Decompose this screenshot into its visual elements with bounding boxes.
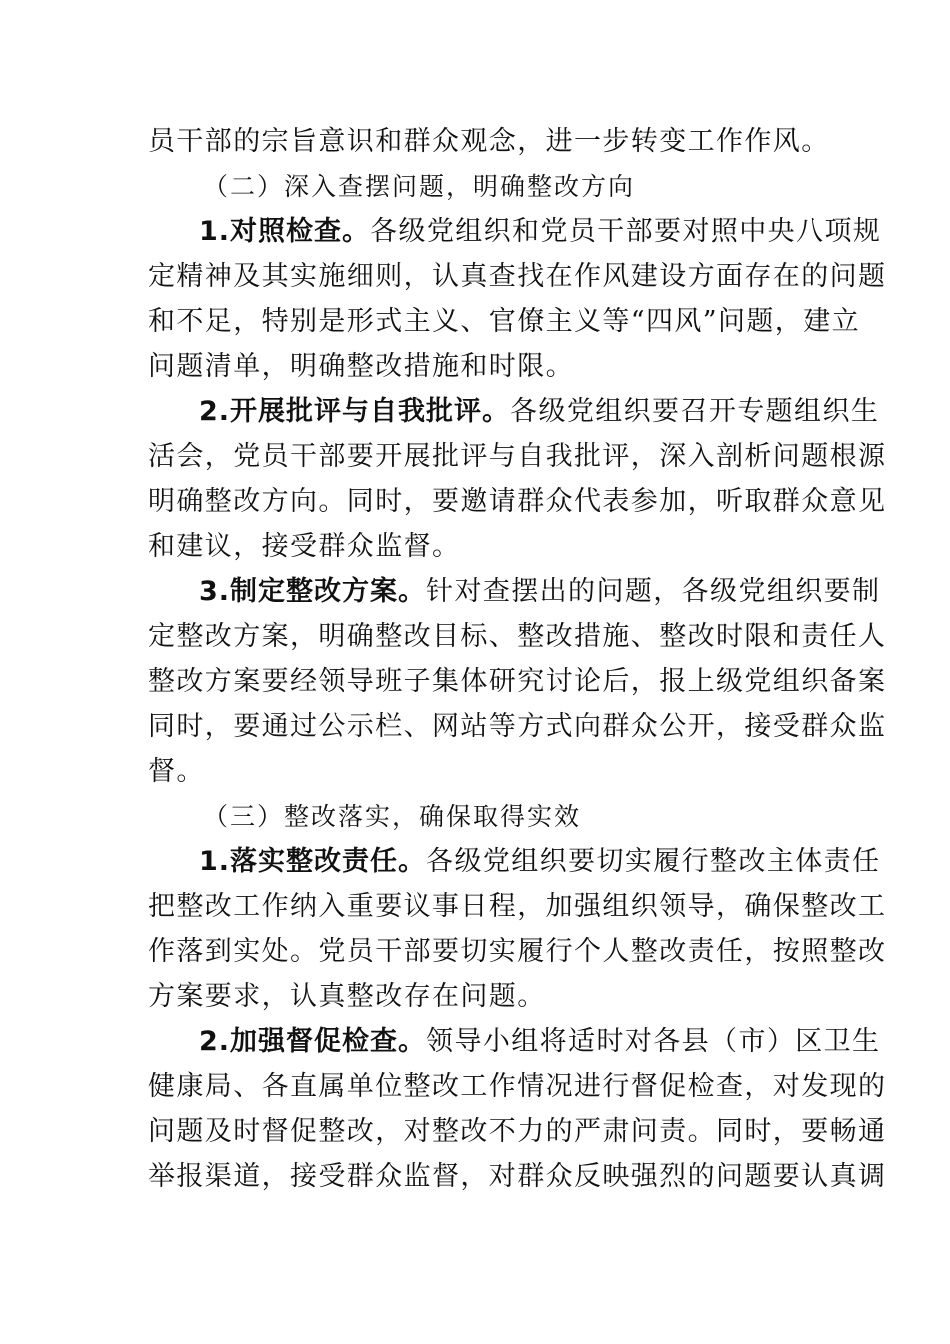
item-text: 各级党组织和党员干部要对照中央八项规	[370, 216, 882, 247]
paragraph-line: 督。	[148, 756, 205, 787]
item-number: 3.	[199, 576, 231, 607]
paragraph-line: 和不足，特别是形式主义、官僚主义等“四风”问题，建立	[148, 306, 861, 337]
item-lead-title: 开展批评与自我批评。	[230, 396, 511, 427]
paragraph-line: 举报渠道，接受群众监督，对群众反映强烈的问题要认真调	[148, 1161, 887, 1192]
item-lead-title: 落实整改责任。	[230, 846, 427, 877]
paragraph-line: 明确整改方向。同时，要邀请群众代表参加，听取群众意见	[148, 486, 887, 517]
item-text: 领导小组将适时对各县（市）区卫生	[426, 1026, 881, 1057]
item-text: 各级党组织要切实履行整改主体责任	[426, 846, 881, 877]
item-lead-title: 制定整改方案。	[230, 576, 427, 607]
paragraph-line: 问题清单，明确整改措施和时限。	[148, 351, 574, 382]
paragraph-line	[199, 574, 881, 610]
paragraph-line: 健康局、各直属单位整改工作情况进行督促检查，对发现的	[148, 1071, 887, 1102]
item-lead-title: 对照检查。	[230, 216, 371, 247]
item-number: 1.	[199, 846, 231, 877]
paragraph-line	[199, 1024, 881, 1060]
item-number: 2.	[199, 396, 231, 427]
paragraph-line	[199, 844, 881, 880]
item-number: 1.	[199, 216, 231, 247]
item-text: 针对查摆出的问题，各级党组织要制	[426, 576, 881, 607]
paragraph-line: 员干部的宗旨意识和群众观念，进一步转变工作作风。	[148, 126, 830, 157]
item-lead-title: 加强督促检查。	[230, 1026, 427, 1057]
section-heading-3: （三）整改落实，确保取得实效	[203, 802, 582, 831]
paragraph-line	[199, 214, 882, 250]
paragraph-line: 定整改方案，明确整改目标、整改措施、整改时限和责任人	[148, 621, 887, 652]
paragraph-line: 活会，党员干部要开展批评与自我批评，深入剖析问题根源	[148, 441, 887, 472]
paragraph-line	[199, 394, 880, 430]
paragraph-line: 整改方案要经领导班子集体研究讨论后，报上级党组织备案	[148, 666, 887, 697]
item-number: 2.	[199, 1026, 231, 1057]
item-text: 各级党组织要召开专题组织生	[510, 396, 880, 427]
paragraph-line: 方案要求，认真整改存在问题。	[148, 981, 546, 1012]
paragraph-line: 问题及时督促整改，对整改不力的严肃问责。同时，要畅通	[148, 1116, 887, 1147]
paragraph-line: 定精神及其实施细则，认真查找在作风建设方面存在的问题	[148, 261, 887, 292]
paragraph-line: 作落到实处。党员干部要切实履行个人整改责任，按照整改	[148, 936, 887, 967]
paragraph-line: 同时，要通过公示栏、网站等方式向群众公开，接受群众监	[148, 711, 887, 742]
paragraph-line: 把整改工作纳入重要议事日程，加强组织领导，确保整改工	[148, 891, 887, 922]
paragraph-line: 和建议，接受群众监督。	[148, 531, 461, 562]
section-heading-2: （二）深入查摆问题，明确整改方向	[203, 172, 636, 201]
